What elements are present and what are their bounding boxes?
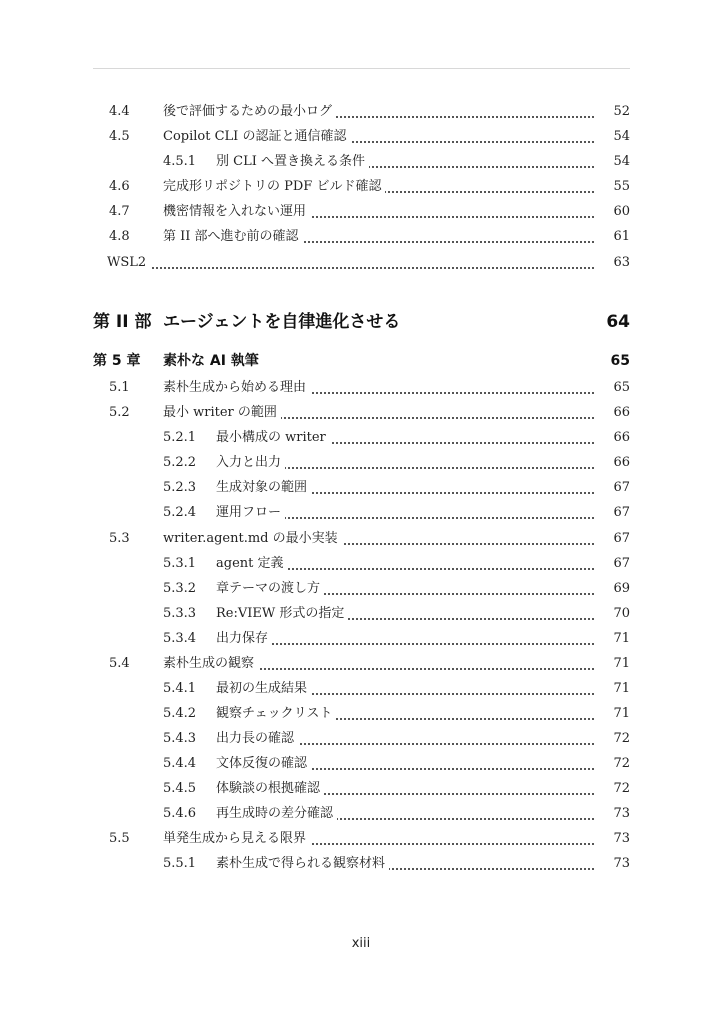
toc-entry-number: 4.5 (109, 129, 130, 144)
toc-entry[interactable] (93, 702, 630, 722)
toc-entry-title: WSL2 (107, 254, 150, 271)
toc-entry[interactable] (93, 401, 630, 421)
toc-entry-title: エージェントを自律進化させる (163, 314, 404, 331)
toc-entry[interactable] (93, 376, 630, 396)
toc-entry-title: 機密情報を入れない運用 (163, 203, 310, 220)
toc-entry-number: 5.1 (109, 380, 130, 395)
toc-entry-page: 73 (596, 805, 630, 822)
toc-entry-number: 第 II 部 (93, 312, 152, 332)
toc-entry[interactable] (93, 802, 630, 822)
toc-entry-number: 5.3.1 (163, 556, 197, 571)
toc-entry-title: 最小 writer の範囲 (163, 404, 281, 421)
toc-entry-page: 54 (596, 153, 630, 170)
toc-entry[interactable] (93, 150, 630, 170)
toc-entry-title: 後で評価するための最小ログ (163, 103, 336, 120)
toc-entry[interactable] (93, 451, 630, 471)
toc-entry-number: 第 5 章 (93, 353, 141, 369)
toc-entry[interactable] (93, 827, 630, 847)
toc-entry-title: Re:VIEW 形式の指定 (216, 605, 348, 622)
toc-entry-number: 5.3.4 (163, 631, 197, 646)
toc-entry-number: 5.2.4 (163, 505, 197, 520)
toc-entry[interactable] (93, 175, 630, 195)
toc-entry-page: 66 (596, 404, 630, 421)
toc-entry-number: 5.4.5 (163, 781, 197, 796)
toc-entry-title: 運用フロー (216, 504, 285, 521)
toc-entry-title: writer.agent.md の最小実装 (163, 530, 342, 547)
toc-entry-title: agent 定義 (216, 555, 288, 572)
toc-entry[interactable] (93, 251, 630, 271)
toc-entry-title: 出力長の確認 (216, 730, 298, 747)
toc-entry-title: 章テーマの渡し方 (216, 580, 324, 597)
toc-entry-title: 生成対象の範囲 (216, 479, 311, 496)
toc-entry-number: 4.6 (109, 179, 130, 194)
toc-entry-page: 54 (596, 128, 630, 145)
header-rule (93, 68, 630, 69)
toc-entry[interactable] (93, 426, 630, 446)
toc-entry-title: 観察チェックリスト (216, 705, 336, 722)
toc-entry-title: 体験談の根拠確認 (216, 780, 324, 797)
toc-entry[interactable] (93, 852, 630, 872)
toc-entry-page: 71 (596, 655, 630, 672)
toc-entry[interactable] (93, 577, 630, 597)
toc-entry-number: 5.2.1 (163, 430, 197, 445)
toc-entry[interactable] (93, 200, 630, 220)
toc-entry[interactable] (93, 677, 630, 697)
toc-entry[interactable] (93, 727, 630, 747)
toc-chapter-entry[interactable] (93, 350, 630, 370)
toc-entry[interactable] (93, 652, 630, 672)
toc-entry-title: 別 CLI へ置き換える条件 (216, 153, 369, 170)
toc-entry-page: 71 (596, 705, 630, 722)
toc-entry-title: 素朴生成から始める理由 (163, 379, 310, 396)
toc-part-entry[interactable] (93, 311, 630, 331)
page-number: xiii (351, 936, 371, 951)
toc-entry-page: 72 (596, 780, 630, 797)
toc-entry-page: 73 (596, 830, 630, 847)
toc-entry[interactable] (93, 602, 630, 622)
toc-entry-title: Copilot CLI の認証と通信確認 (163, 128, 350, 145)
toc-entry-number: 5.4.3 (163, 731, 197, 746)
toc-entry[interactable] (93, 100, 630, 120)
toc-entry-number: 5.2.3 (163, 480, 197, 495)
toc-entry-page: 71 (596, 630, 630, 647)
toc-entry-number: 5.4.4 (163, 756, 197, 771)
toc-entry-page: 55 (596, 178, 630, 195)
toc-entry[interactable] (93, 225, 630, 245)
toc-entry-number: 5.4.2 (163, 706, 197, 721)
toc-entry-title: 素朴生成で得られる観察材料 (216, 855, 389, 872)
toc-entry-page: 73 (596, 855, 630, 872)
toc-entry-number: 4.5.1 (163, 154, 197, 169)
toc-entry-number: 5.5.1 (163, 856, 197, 871)
toc-entry-title: 第 II 部へ進む前の確認 (163, 228, 303, 245)
toc-entry-number: 4.7 (109, 204, 130, 219)
toc-entry-title: 完成形リポジトリの PDF ビルド確認 (163, 178, 385, 195)
toc-entry-number: 5.2.2 (163, 455, 197, 470)
toc-entry[interactable] (93, 752, 630, 772)
toc-entry[interactable] (93, 627, 630, 647)
toc-entry-page: 61 (596, 228, 630, 245)
toc-entry-number: 4.8 (109, 229, 130, 244)
toc-entry-page: 72 (596, 755, 630, 772)
toc-entry-title: 文体反復の確認 (216, 755, 311, 772)
toc-entry-page: 67 (596, 479, 630, 496)
toc-entry[interactable] (93, 777, 630, 797)
toc-entry-number: 5.4.6 (163, 806, 197, 821)
toc-entry-number: 5.4 (109, 656, 130, 671)
toc-entry-title: 素朴生成の観察 (163, 655, 258, 672)
toc-entry-title: 最小構成の writer (216, 429, 330, 446)
toc-entry-title: 素朴な AI 執筆 (163, 353, 263, 370)
toc-entry-page: 64 (596, 314, 630, 331)
toc-entry-title: 再生成時の差分確認 (216, 805, 337, 822)
toc-entry[interactable] (93, 527, 630, 547)
toc-entry-page: 65 (596, 379, 630, 396)
toc-entry[interactable] (93, 125, 630, 145)
toc-entry-title: 最初の生成結果 (216, 680, 311, 697)
toc-entry-page: 66 (596, 454, 630, 471)
toc-entry[interactable] (93, 476, 630, 496)
toc-entry-number: 5.4.1 (163, 681, 197, 696)
toc-entry-title: 入力と出力 (216, 454, 285, 471)
toc-entry-number: 5.3 (109, 531, 130, 546)
toc-entry-page: 60 (596, 203, 630, 220)
toc-entry-page: 70 (596, 605, 630, 622)
toc-entry-page: 67 (596, 555, 630, 572)
toc-entry-title: 単発生成から見える限界 (163, 830, 310, 847)
toc-entry-number: 5.2 (109, 405, 130, 420)
toc-entry[interactable] (93, 552, 630, 572)
toc-dot-leader (216, 643, 630, 645)
toc-entry[interactable] (93, 501, 630, 521)
toc-entry-number: 5.3.3 (163, 606, 197, 621)
toc-entry-page: 63 (596, 254, 630, 271)
toc-entry-page: 67 (596, 504, 630, 521)
toc-entry-page: 69 (596, 580, 630, 597)
toc-entry-number: 4.4 (109, 104, 130, 119)
toc-entry-page: 67 (596, 530, 630, 547)
toc-entry-page: 71 (596, 680, 630, 697)
toc-dot-leader (107, 267, 630, 269)
toc-entry-number: 5.3.2 (163, 581, 197, 596)
toc-entry-page: 66 (596, 429, 630, 446)
toc-entry-page: 52 (596, 103, 630, 120)
toc-entry-title: 出力保存 (216, 630, 272, 647)
toc-entry-page: 65 (596, 353, 630, 370)
toc-entry-page: 72 (596, 730, 630, 747)
toc-entry-number: 5.5 (109, 831, 130, 846)
